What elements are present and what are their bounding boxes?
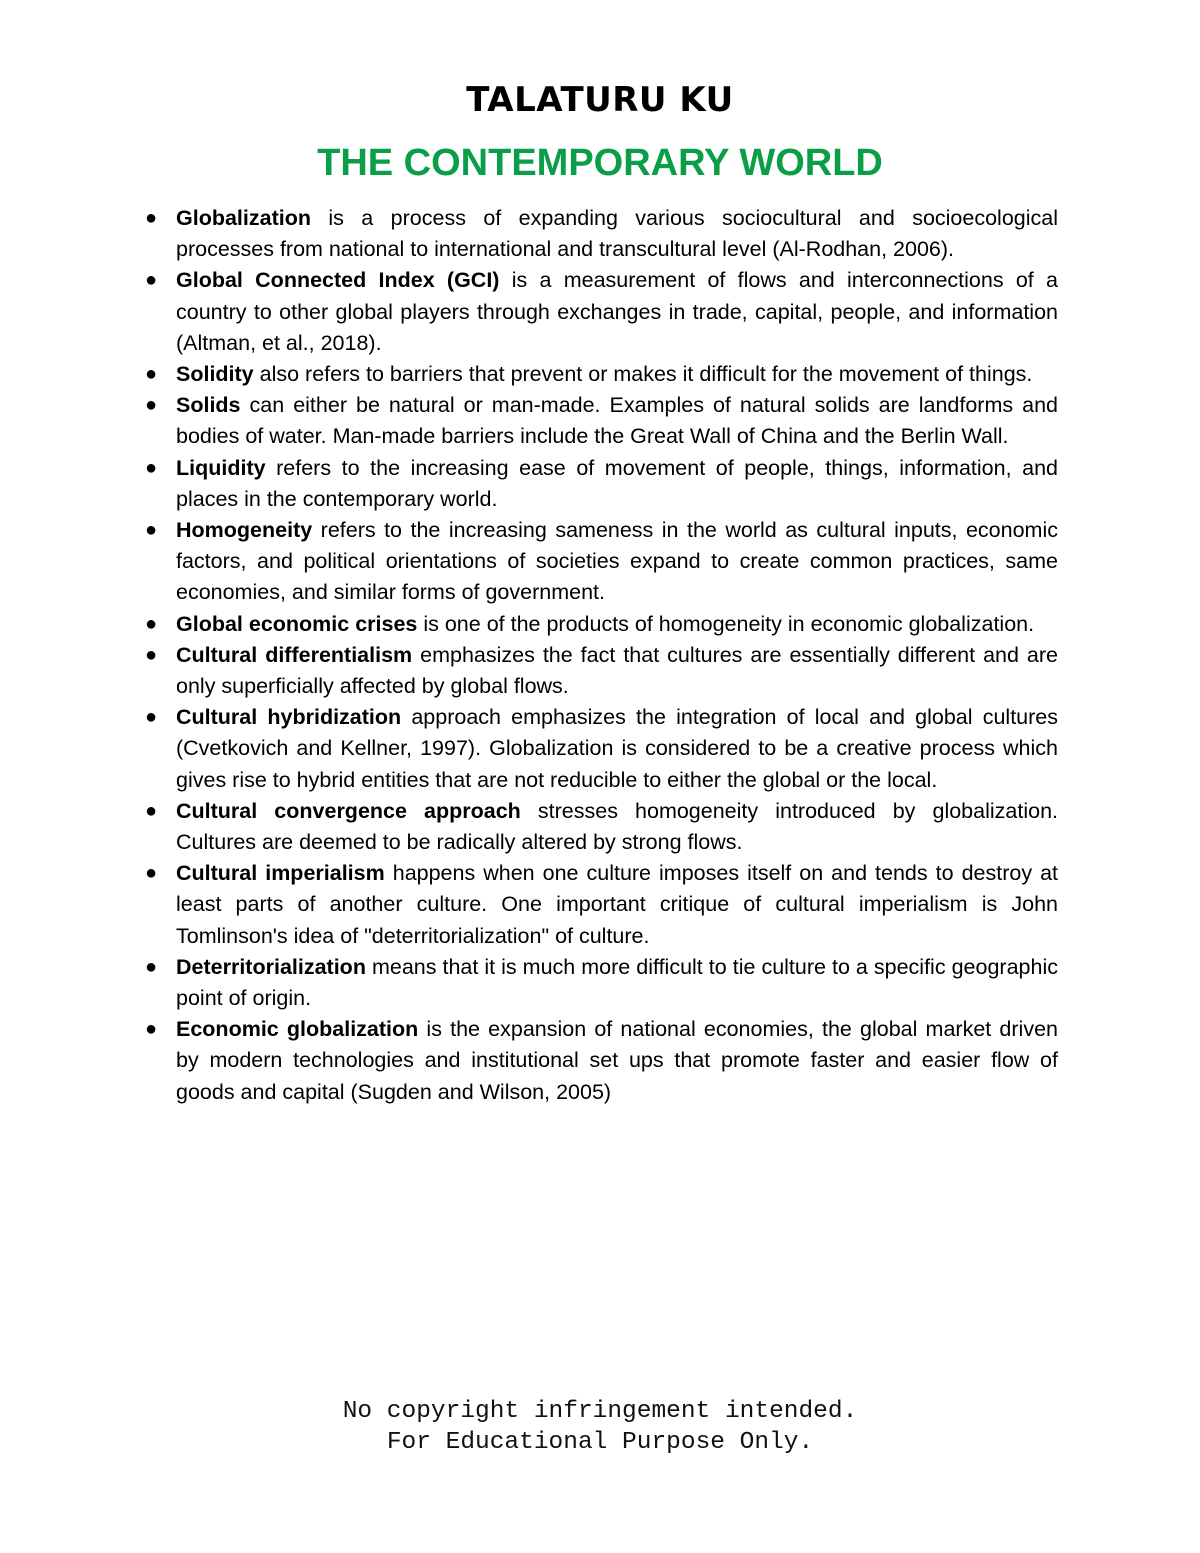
definition: emphasizes the fact that cultures are essentially different and are only superficially affected by global flows. [176,642,1058,699]
bullet-icon: ● [145,456,158,479]
definition-list [0,203,1200,1108]
term: Economic globalization [176,1017,419,1042]
definition: means that it is much more difficult to tie culture to a specific geographic point of origin. [176,954,1058,1011]
definition: refers to the increasing sameness in the world as cultural inputs, economic factors, and political orientations of societies expand to create common practices, same economies, and similar forms of government. [176,518,1058,605]
definition: is the expansion of national economies, the global market driven by modern technologies and institutional set ups that promote faster and easier flow of goods and capital (Sugden and Wilson, 2005) [176,1017,1058,1104]
list-item [145,702,1058,796]
author-heading: TALATURU KU [466,80,734,120]
term: Liquidity [176,455,266,480]
term: Global economic crises [176,611,418,636]
bullet-icon: ● [145,519,158,542]
term: Cultural hybridization [176,705,402,730]
term: Cultural differentialism [176,642,413,667]
term: Cultural convergence approach [176,798,521,823]
definition: is a process of expanding various sociocultural and socioecological processes from national to international and transcultural level (Al-Rodhan, 2006). [176,206,1058,262]
term: Deterritorialization [176,954,366,979]
list-item [145,359,1058,390]
list-item [145,453,1058,515]
term: Solidity [176,362,254,387]
term: Homogeneity [176,518,313,543]
bullet-icon: ● [145,207,158,229]
bullet-icon: ● [145,394,158,417]
list-item [145,265,1058,359]
term: Globalization [176,206,311,230]
list-item [145,858,1058,952]
bullet-icon: ● [145,643,158,666]
definition: is one of the products of homogeneity in economic globalization. [417,611,1035,636]
list-item [145,515,1058,609]
bullet-icon: ● [145,862,158,885]
bullet-icon: ● [145,799,158,822]
bullet-icon: ● [145,1018,158,1041]
definition: can either be natural or man-made. Examples of natural solids are landforms and bodies of water. Man-made barriers include the Great Wall of China and the Berlin Wall. [176,393,1058,449]
list-item [145,1014,1058,1108]
list-item [145,203,1058,265]
page-title: THE CONTEMPORARY WORLD [317,142,883,184]
bullet-icon: ● [145,612,158,635]
disclaimer-line: No copyright infringement intended. [342,1398,858,1425]
list-item [145,952,1058,1014]
definition: also refers to barriers that prevent or makes it difficult for the movement of things. [253,362,1033,387]
term: Cultural imperialism [176,861,385,886]
definition: happens when one culture imposes itself on and tends to destroy at least parts of another culture. One important critique of cultural imperialism is John Tomlinson's idea of "deterritorialization" of culture. [176,861,1058,948]
definition: refers to the increasing ease of movement of people, things, information, and places in the contemporary world. [176,455,1058,511]
list-item [145,796,1058,858]
bullet-icon: ● [145,363,158,386]
bullet-icon: ● [145,706,158,729]
disclaimer-line: For Educational Purpose Only. [386,1429,814,1456]
definition: approach emphasizes the integration of local and global cultures (Cvetkovich and Kellner, 1997). Globalization is considered to be a creative process which gives rise to hybrid entities that are not reducible to either the global or the local. [176,705,1058,792]
definition: is a measurement of flows and interconnections of a country to other global players through exchanges in trade, capital, people, and information (Altman, et al., 2018). [176,268,1058,355]
bullet-icon: ● [145,955,158,978]
list-item [145,640,1058,702]
bullet-icon: ● [145,269,158,292]
term: Solids [176,393,241,418]
disclaimer-footer [0,1396,1200,1458]
term: Global Connected Index (GCI) [176,268,500,293]
list-item [145,390,1058,452]
definition: stresses homogeneity introduced by globalization. Cultures are deemed to be radically altered by strong flows. [176,798,1058,855]
list-item [145,609,1058,640]
